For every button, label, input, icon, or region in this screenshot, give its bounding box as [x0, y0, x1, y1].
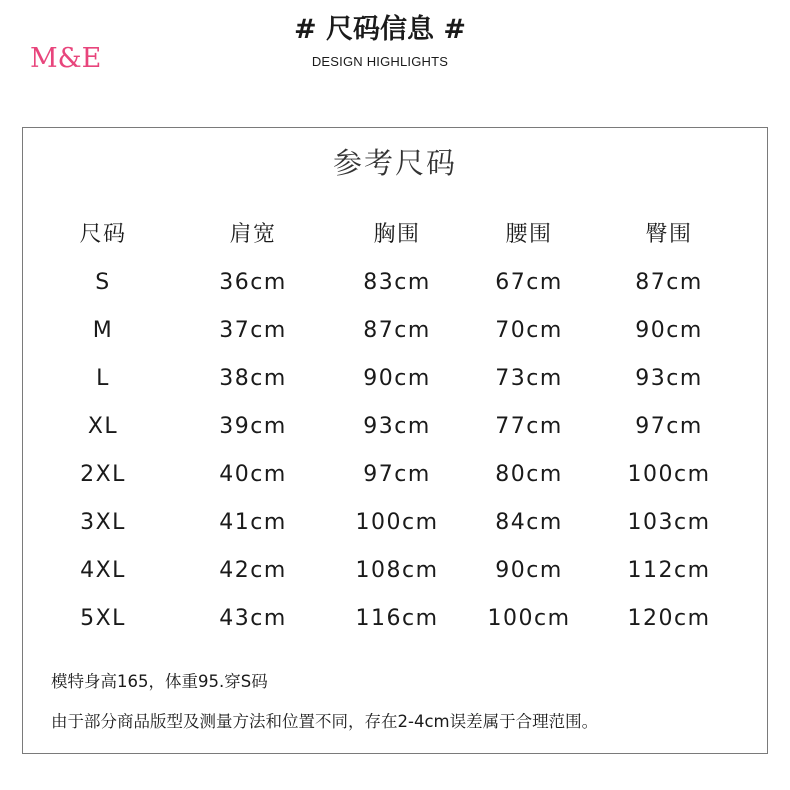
table-row: [23, 412, 767, 442]
column-header-shoulder: 肩宽: [229, 222, 277, 247]
hip-cell: 87cm: [635, 270, 703, 295]
chest-cell: 116cm: [355, 606, 439, 631]
chest-cell: 100cm: [355, 510, 439, 535]
shoulder-cell: 40cm: [219, 462, 287, 487]
column-header-chest: 胸围: [373, 222, 421, 247]
size-cell: M: [92, 318, 114, 343]
column-header-hip: 臀围: [645, 222, 693, 247]
waist-cell: 100cm: [487, 606, 571, 631]
waist-cell: 77cm: [495, 414, 563, 439]
size-cell: L: [96, 366, 110, 391]
page-title: # 尺码信息 #: [293, 14, 467, 45]
size-cell: 3XL: [80, 510, 126, 535]
table-row: [23, 460, 767, 490]
chest-cell: 108cm: [355, 558, 439, 583]
hip-cell: 97cm: [635, 414, 703, 439]
shoulder-cell: 37cm: [219, 318, 287, 343]
shoulder-cell: 41cm: [219, 510, 287, 535]
size-cell: XL: [87, 414, 119, 439]
column-header-waist: 腰围: [505, 222, 553, 247]
hip-cell: 90cm: [635, 318, 703, 343]
shoulder-cell: 38cm: [219, 366, 287, 391]
hip-cell: 100cm: [627, 462, 711, 487]
chest-cell: 83cm: [363, 270, 431, 295]
waist-cell: 73cm: [495, 366, 563, 391]
waist-cell: 90cm: [495, 558, 563, 583]
chest-cell: 93cm: [363, 414, 431, 439]
hip-cell: 120cm: [627, 606, 711, 631]
hip-cell: 103cm: [627, 510, 711, 535]
chest-cell: 87cm: [363, 318, 431, 343]
size-cell: S: [95, 270, 111, 295]
size-cell: 4XL: [80, 558, 126, 583]
table-title: 参考尺码: [332, 146, 457, 180]
shoulder-cell: 43cm: [219, 606, 287, 631]
chest-cell: 90cm: [363, 366, 431, 391]
table-row: [23, 364, 767, 394]
model-note: 模特身高165，体重95.穿S码: [51, 672, 268, 691]
disclaimer-note: 由于部分商品版型及测量方法和位置不同，存在2-4cm误差属于合理范围。: [51, 712, 599, 731]
shoulder-cell: 42cm: [219, 558, 287, 583]
table-row: [23, 556, 767, 586]
table-header: [23, 220, 767, 250]
shoulder-cell: 39cm: [219, 414, 287, 439]
brand-logo: M&E: [30, 43, 102, 74]
waist-cell: 80cm: [495, 462, 563, 487]
shoulder-cell: 36cm: [219, 270, 287, 295]
waist-cell: 84cm: [495, 510, 563, 535]
hip-cell: 93cm: [635, 366, 703, 391]
hip-cell: 112cm: [627, 558, 711, 583]
size-table: [22, 127, 768, 754]
table-row: [23, 508, 767, 538]
size-cell: 5XL: [80, 606, 126, 631]
size-cell: 2XL: [80, 462, 126, 487]
waist-cell: 67cm: [495, 270, 563, 295]
waist-cell: 70cm: [495, 318, 563, 343]
table-row: [23, 316, 767, 346]
chest-cell: 97cm: [363, 462, 431, 487]
column-header-size: 尺码: [79, 222, 127, 247]
table-row: [23, 268, 767, 298]
table-row: [23, 604, 767, 634]
page-subtitle: DESIGN HIGHLIGHTS: [311, 54, 449, 69]
